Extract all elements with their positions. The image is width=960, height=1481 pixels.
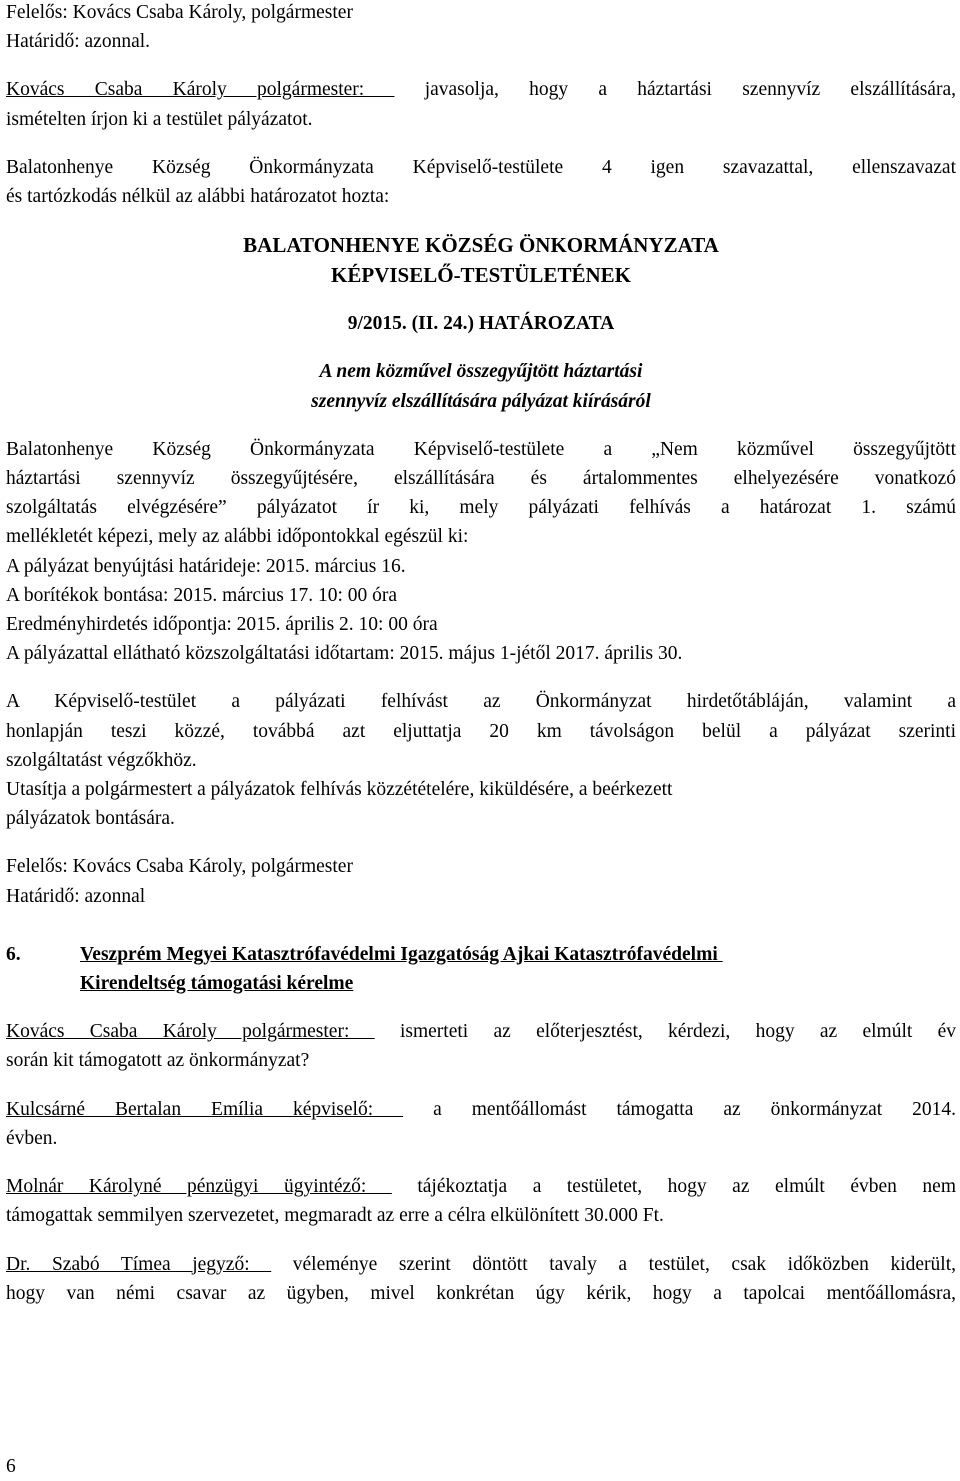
resolution-number: 9/2015. (II. 24.) HATÁROZATA [347, 313, 615, 335]
discussion-line: során kit támogatott az önkormányzat? [6, 1050, 310, 1072]
publish-line: A Képviselő-testület a pályázati felhívást az Önkormányzat hirdetőtábláján, valamint a [6, 691, 956, 713]
discussion-line: Dr. Szabó Tímea jegyző: véleménye szerint döntött tavaly a testület, csak időközben kiderült, [6, 1253, 956, 1275]
agenda-item-number: 6. [6, 943, 21, 965]
date-line: Eredményhirdetés időpontja: 2015. április 2. 10: 00 óra [6, 614, 438, 636]
discussion-line: évben. [6, 1127, 58, 1149]
date-line: A pályázattal ellátható közszolgáltatási időtartam: 2015. május 1-jétől 2017. április 30. [6, 643, 683, 665]
instruct-line: pályázatok bontására. [6, 808, 175, 830]
speaker-name: Kovács Csaba Károly polgármester: [6, 1021, 375, 1043]
resolution-body-line: mellékletét képezi, mely az alábbi időpontokkal egészül ki: [6, 526, 469, 548]
instruct-line: Utasítja a polgármestert a pályázatok felhívás közzétételére, kiküldésére, a beérkezett [6, 779, 673, 801]
discussion-line: Kulcsárné Bertalan Emília képviselő: a mentőállomást támogatta az önkormányzat 2014. [6, 1098, 956, 1120]
resolution-body-line: Balatonhenye Község Önkormányzata Képviselő-testülete a „Nem közművel összegyűjtött [6, 438, 956, 460]
document-page [6, 0, 956, 1308]
resolution-subject-2: szennyvíz elszállítására pályázat kiírásáról [311, 390, 651, 412]
discussion-line: Molnár Károlyné pénzügyi ügyintéző: tájékoztatja a testületet, hogy az elmúlt évben nem [6, 1176, 956, 1198]
date-line: A pályázat benyújtási határideje: 2015. március 16. [6, 555, 406, 577]
discussion-line: támogattak semmilyen szervezetet, megmaradt az erre a célra elkülönített 30.000 Ft. [6, 1205, 664, 1227]
hatarido-line: Határidő: azonnal. [6, 31, 151, 53]
speaker-name: Kovács Csaba Károly polgármester: [6, 79, 395, 101]
discussion-line: hogy van némi csavar az ügyben, mivel konkrétan úgy kérik, hogy a tapolcai mentőállomásra, [6, 1282, 956, 1304]
speaker-name: Kulcsárné Bertalan Emília képviselő: [6, 1098, 404, 1120]
vote-line-2: és tartózkodás nélkül az alábbi határozatot hozta: [6, 186, 390, 208]
felelos-line: Felelős: Kovács Csaba Károly, polgármester [6, 2, 353, 23]
resolution-title-2: KÉPVISELŐ-TESTÜLETÉNEK [331, 263, 631, 288]
agenda-item-6 [6, 940, 956, 998]
mayor-proposal-line-2: ismételten írjon ki a testület pályázatot. [6, 108, 313, 130]
speaker-name: Molnár Károlyné pénzügyi ügyintéző: [6, 1176, 392, 1198]
vote-line: Balatonhenye Község Önkormányzata Képviselő-testülete 4 igen szavazattal, ellenszavazat [6, 156, 956, 178]
mayor-proposal-line: Kovács Csaba Károly polgármester: javasolja, hogy a háztartási szennyvíz elszállítására, [6, 79, 956, 101]
hatarido-line: Határidő: azonnal [6, 885, 146, 907]
resolution-body-line: háztartási szennyvíz összegyűjtésére, elszállítására és ártalommentes elhelyezésére vonatkozó [6, 468, 956, 490]
agenda-item-title-2: Kirendeltség támogatási kérelme [80, 973, 354, 995]
publish-line: szolgáltatást végzőkhöz. [6, 749, 197, 771]
page-number: 6 [6, 1456, 16, 1477]
resolution-body-line: szolgáltatás elvégzésére” pályázatot ír ki, mely pályázati felhívás a határozat 1. számú [6, 497, 956, 519]
resolution-subject: A nem közművel összegyűjtött háztartási [319, 361, 643, 383]
publish-line: honlapján teszi közzé, továbbá azt eljuttatja 20 km távolságon belül a pályázat szerinti [6, 720, 956, 742]
discussion-line: Kovács Csaba Károly polgármester: ismerteti az előterjesztést, kérdezi, hogy az elmúlt év [6, 1021, 956, 1043]
resolution-title: BALATONHENYE KÖZSÉG ÖNKORMÁNYZATA [243, 233, 719, 258]
date-line: A borítékok bontása: 2015. március 17. 10: 00 óra [6, 584, 398, 606]
speaker-name: Dr. Szabó Tímea jegyző: [6, 1253, 272, 1275]
agenda-item-title: Veszprém Megyei Katasztrófavédelmi Igazgatóság Ajkai Katasztrófavédelmi [80, 943, 723, 965]
felelos-line: Felelős: Kovács Csaba Károly, polgármester [6, 856, 353, 878]
